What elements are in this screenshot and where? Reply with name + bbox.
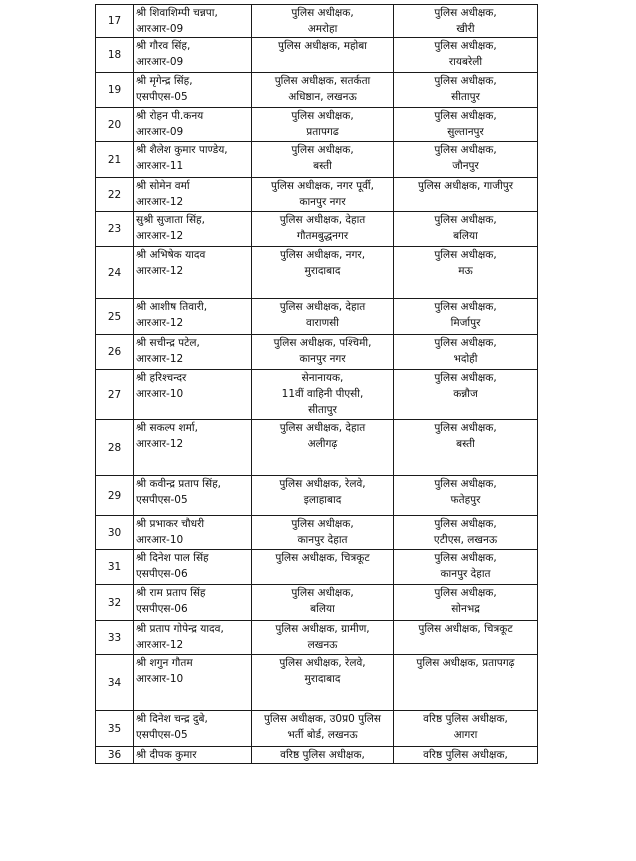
officer-cell <box>134 420 252 476</box>
current-posting-line: पुलिस अधीक्षक, सतर्कता <box>274 75 371 87</box>
current-posting-line: गौतमबुद्धनगर <box>296 230 349 242</box>
current-posting-line: अधिष्ठान, लखनऊ <box>288 91 357 103</box>
current-posting-cell <box>252 142 394 178</box>
new-posting-line: पुलिस अधीक्षक, <box>434 518 497 530</box>
new-posting-cell <box>394 212 538 247</box>
officer-cell <box>134 5 252 38</box>
new-posting-line: वरिष्ठ पुलिस अधीक्षक, <box>423 713 508 725</box>
officer-cell <box>134 335 252 370</box>
officer-cell <box>134 73 252 108</box>
serial-number: 22 <box>96 178 134 212</box>
current-posting-line: प्रतापगढ <box>306 126 339 138</box>
officer-cell <box>134 550 252 585</box>
current-posting-cell <box>252 73 394 108</box>
new-posting-cell <box>394 178 538 212</box>
new-posting-line: सोनभद्र <box>451 603 480 615</box>
serial-number: 21 <box>96 142 134 178</box>
officer-service-batch: आरआर-09 <box>136 23 184 35</box>
current-posting-line: पुलिस अधीक्षक, रेलवे, <box>279 657 366 669</box>
officer-cell <box>134 142 252 178</box>
new-posting-line: पुलिस अधीक्षक, <box>434 144 497 156</box>
current-posting-cell <box>252 299 394 335</box>
new-posting-line: पुलिस अधीक्षक, <box>434 587 497 599</box>
new-posting-line: बस्ती <box>456 438 475 450</box>
current-posting-line: कानपुर देहात <box>297 534 348 546</box>
new-posting-cell <box>394 420 538 476</box>
serial-number: 25 <box>96 299 134 335</box>
current-posting-line: मुरादाबाद <box>304 673 341 685</box>
serial-number: 30 <box>96 516 134 550</box>
officer-service-batch: आरआर-12 <box>136 353 184 365</box>
table-body <box>96 5 538 764</box>
serial-number: 32 <box>96 585 134 621</box>
current-posting-line: अलीगढ़ <box>307 438 338 450</box>
serial-number: 19 <box>96 73 134 108</box>
new-posting-line: मऊ <box>458 265 473 277</box>
new-posting-line: पुलिस अधीक्षक, <box>434 337 497 349</box>
new-posting-line: पुलिस अधीक्षक, प्रतापगढ़ <box>416 657 515 669</box>
new-posting-line: पुलिस अधीक्षक, <box>434 7 497 19</box>
table-row <box>96 38 538 73</box>
officer-name: श्री अभिषेक यादव <box>136 249 206 261</box>
table-row <box>96 550 538 585</box>
new-posting-cell <box>394 711 538 747</box>
new-posting-cell <box>394 747 538 764</box>
officer-cell <box>134 108 252 142</box>
officer-service-batch: एसपीएस-06 <box>136 568 188 580</box>
officer-service-batch: आरआर-12 <box>136 265 184 277</box>
current-posting-line: पुलिस अधीक्षक, नगर, <box>279 249 366 261</box>
new-posting-cell <box>394 247 538 299</box>
new-posting-line: पुलिस अधीक्षक, <box>434 75 497 87</box>
new-posting-cell <box>394 550 538 585</box>
officer-name: श्री दिनेश चन्द्र दुबे, <box>136 713 208 725</box>
current-posting-cell <box>252 420 394 476</box>
officer-name: श्री कवीन्द्र प्रताप सिंह, <box>136 478 221 490</box>
officer-cell <box>134 516 252 550</box>
table-row <box>96 212 538 247</box>
new-posting-line: पुलिस अधीक्षक, गाजीपुर <box>417 180 514 192</box>
table-row <box>96 335 538 370</box>
current-posting-line: पुलिस अधीक्षक, चित्रकूट <box>275 552 370 564</box>
transfer-table <box>95 4 538 764</box>
officer-name: श्री शैलेश कुमार पाण्डेय, <box>136 144 228 156</box>
current-posting-line: पुलिस अधीक्षक, रेलवे, <box>279 478 366 490</box>
officer-service-batch: आरआर-12 <box>136 230 184 242</box>
officer-service-batch: एसपीएस-06 <box>136 603 188 615</box>
new-posting-line: कन्नौज <box>453 388 478 400</box>
new-posting-line: भदोही <box>453 353 478 365</box>
officer-cell <box>134 247 252 299</box>
officer-cell <box>134 621 252 655</box>
new-posting-line: वरिष्ठ पुलिस अधीक्षक, <box>423 749 508 761</box>
officer-name: श्री राम प्रताप सिंह <box>136 587 206 599</box>
officer-service-batch: आरआर-10 <box>136 534 184 546</box>
new-posting-line: कानपुर देहात <box>440 568 491 580</box>
serial-number: 18 <box>96 38 134 73</box>
officer-name: श्री दीपक कुमार <box>136 749 197 761</box>
serial-number: 29 <box>96 476 134 516</box>
current-posting-cell <box>252 550 394 585</box>
new-posting-cell <box>394 476 538 516</box>
officer-service-batch: एसपीएस-05 <box>136 91 188 103</box>
current-posting-line: पुलिस अधीक्षक, <box>291 110 354 122</box>
officer-name: श्री प्रताप गोपेन्द्र यादव, <box>136 623 224 635</box>
serial-number: 35 <box>96 711 134 747</box>
new-posting-cell <box>394 108 538 142</box>
current-posting-cell <box>252 212 394 247</box>
current-posting-line: पुलिस अधीक्षक, <box>291 144 354 156</box>
table-row <box>96 621 538 655</box>
new-posting-cell <box>394 516 538 550</box>
current-posting-line: पुलिस अधीक्षक, देहात <box>279 422 366 434</box>
officer-name: श्री रोहन पी.कनय <box>136 110 204 122</box>
officer-cell <box>134 747 252 764</box>
table-row <box>96 299 538 335</box>
table-row <box>96 420 538 476</box>
current-posting-cell <box>252 711 394 747</box>
officer-name: श्री सोमेन वर्मा <box>136 180 190 192</box>
current-posting-line: मुरादाबाद <box>304 265 341 277</box>
officer-name: श्री प्रभाकर चौधरी <box>136 518 205 530</box>
officer-service-batch: आरआर-09 <box>136 56 184 68</box>
officer-name: श्री दिनेश पाल सिंह <box>136 552 209 564</box>
current-posting-cell <box>252 516 394 550</box>
current-posting-line: पुलिस अधीक्षक, महोबा <box>278 40 367 52</box>
current-posting-cell <box>252 5 394 38</box>
current-posting-line: लखनऊ <box>307 639 338 651</box>
serial-number: 36 <box>96 747 134 764</box>
officer-name: श्री हरिश्चन्दर <box>136 372 187 384</box>
current-posting-cell <box>252 108 394 142</box>
serial-number: 20 <box>96 108 134 142</box>
new-posting-line: सुल्तानपुर <box>447 126 484 138</box>
table-row <box>96 476 538 516</box>
serial-number: 23 <box>96 212 134 247</box>
current-posting-line: 11वीं वाहिनी पीएसी, <box>281 388 364 400</box>
officer-service-batch: आरआर-09 <box>136 126 184 138</box>
officer-name: श्री शगुन गौतम <box>136 657 193 669</box>
officer-service-batch: आरआर-11 <box>136 160 184 172</box>
current-posting-cell <box>252 335 394 370</box>
current-posting-cell <box>252 178 394 212</box>
officer-cell <box>134 711 252 747</box>
new-posting-cell <box>394 142 538 178</box>
serial-number: 28 <box>96 420 134 476</box>
serial-number: 24 <box>96 247 134 299</box>
new-posting-line: पुलिस अधीक्षक, <box>434 422 497 434</box>
officer-name: श्री गौरव सिंह, <box>136 40 191 52</box>
officer-name: श्री सचीन्द्र पटेल, <box>136 337 200 349</box>
serial-number: 17 <box>96 5 134 38</box>
serial-number: 26 <box>96 335 134 370</box>
current-posting-line: पुलिस अधीक्षक, <box>291 587 354 599</box>
current-posting-line: पुलिस अधीक्षक, नगर पूर्वी, <box>271 180 374 192</box>
table-row <box>96 73 538 108</box>
officer-service-batch: आरआर-12 <box>136 639 184 651</box>
officer-name: सुश्री सुजाता सिंह, <box>136 214 205 226</box>
officer-service-batch: आरआर-12 <box>136 317 184 329</box>
current-posting-cell <box>252 655 394 711</box>
new-posting-line: पुलिस अधीक्षक, <box>434 552 497 564</box>
officer-cell <box>134 38 252 73</box>
table-row <box>96 142 538 178</box>
officer-service-batch: एसपीएस-05 <box>136 494 188 506</box>
new-posting-line: सीतापुर <box>451 91 480 103</box>
table-row <box>96 747 538 764</box>
table-row <box>96 178 538 212</box>
new-posting-line: खीरी <box>456 23 475 35</box>
serial-number: 34 <box>96 655 134 711</box>
current-posting-line: पुलिस अधीक्षक, <box>291 7 354 19</box>
table-row <box>96 585 538 621</box>
officer-service-batch: आरआर-12 <box>136 438 184 450</box>
new-posting-cell <box>394 655 538 711</box>
current-posting-line: वाराणसी <box>306 317 339 329</box>
new-posting-cell <box>394 585 538 621</box>
serial-number: 31 <box>96 550 134 585</box>
current-posting-line: पुलिस अधीक्षक, पश्चिमी, <box>273 337 372 349</box>
new-posting-cell <box>394 370 538 420</box>
current-posting-cell <box>252 621 394 655</box>
new-posting-line: जौनपुर <box>452 160 479 172</box>
table-row <box>96 370 538 420</box>
new-posting-cell <box>394 299 538 335</box>
current-posting-line: कानपुर नगर <box>299 353 346 365</box>
new-posting-cell <box>394 621 538 655</box>
new-posting-line: पुलिस अधीक्षक, <box>434 372 497 384</box>
officer-service-batch: आरआर-10 <box>136 673 184 685</box>
officer-cell <box>134 655 252 711</box>
officer-name: श्री सकल्प शर्मा, <box>136 422 198 434</box>
current-posting-line: पुलिस अधीक्षक, देहात <box>279 301 366 313</box>
officer-name: श्री आशीष तिवारी, <box>136 301 208 313</box>
officer-service-batch: आरआर-12 <box>136 196 184 208</box>
table-row <box>96 247 538 299</box>
current-posting-line: सीतापुर <box>308 404 337 416</box>
serial-number: 27 <box>96 370 134 420</box>
officer-cell <box>134 370 252 420</box>
new-posting-line: पुलिस अधीक्षक, <box>434 249 497 261</box>
current-posting-line: वरिष्ठ पुलिस अधीक्षक, <box>280 749 365 761</box>
new-posting-line: आगरा <box>453 729 478 741</box>
current-posting-cell <box>252 38 394 73</box>
new-posting-line: पुलिस अधीक्षक, <box>434 301 497 313</box>
table-row <box>96 711 538 747</box>
current-posting-line: पुलिस अधीक्षक, देहात <box>279 214 366 226</box>
new-posting-line: रायबरेली <box>448 56 483 68</box>
table-row <box>96 655 538 711</box>
officer-name: श्री शिवाशिम्पी चन्नपा, <box>136 7 218 19</box>
new-posting-line: पुलिस अधीक्षक, <box>434 40 497 52</box>
new-posting-line: बलिया <box>453 230 478 242</box>
current-posting-line: कानपुर नगर <box>299 196 346 208</box>
current-posting-line: बलिया <box>310 603 335 615</box>
new-posting-line: पुलिस अधीक्षक, <box>434 478 497 490</box>
officer-cell <box>134 299 252 335</box>
officer-cell <box>134 178 252 212</box>
officer-cell <box>134 476 252 516</box>
current-posting-line: इलाहाबाद <box>303 494 342 506</box>
new-posting-line: फतेहपुर <box>450 494 481 506</box>
current-posting-line: भर्ती बोर्ड, लखनऊ <box>287 729 358 741</box>
new-posting-cell <box>394 73 538 108</box>
new-posting-cell <box>394 38 538 73</box>
officer-cell <box>134 212 252 247</box>
current-posting-line: पुलिस अधीक्षक, ग्रामीण, <box>275 623 370 635</box>
new-posting-line: मिर्जापुर <box>450 317 481 329</box>
current-posting-line: सेनानायक, <box>301 372 344 384</box>
officer-service-batch: आरआर-10 <box>136 388 184 400</box>
current-posting-line: पुलिस अधीक्षक, <box>291 518 354 530</box>
new-posting-line: पुलिस अधीक्षक, चित्रकूट <box>418 623 513 635</box>
serial-number: 33 <box>96 621 134 655</box>
officer-cell <box>134 585 252 621</box>
officer-name: श्री मृगेन्द्र सिंह, <box>136 75 193 87</box>
officer-service-batch: एसपीएस-05 <box>136 729 188 741</box>
current-posting-cell <box>252 247 394 299</box>
new-posting-line: पुलिस अधीक्षक, <box>434 110 497 122</box>
new-posting-cell <box>394 335 538 370</box>
current-posting-line: पुलिस अधीक्षक, उ0प्र0 पुलिस <box>263 713 382 725</box>
current-posting-cell <box>252 370 394 420</box>
new-posting-cell <box>394 5 538 38</box>
table-row <box>96 108 538 142</box>
current-posting-line: बस्ती <box>313 160 332 172</box>
table-row <box>96 5 538 38</box>
current-posting-cell <box>252 585 394 621</box>
current-posting-line: अमरोहा <box>307 23 338 35</box>
new-posting-line: पुलिस अधीक्षक, <box>434 214 497 226</box>
new-posting-line: एटीएस, लखनऊ <box>433 534 498 546</box>
current-posting-cell <box>252 476 394 516</box>
current-posting-cell <box>252 747 394 764</box>
table-row <box>96 516 538 550</box>
